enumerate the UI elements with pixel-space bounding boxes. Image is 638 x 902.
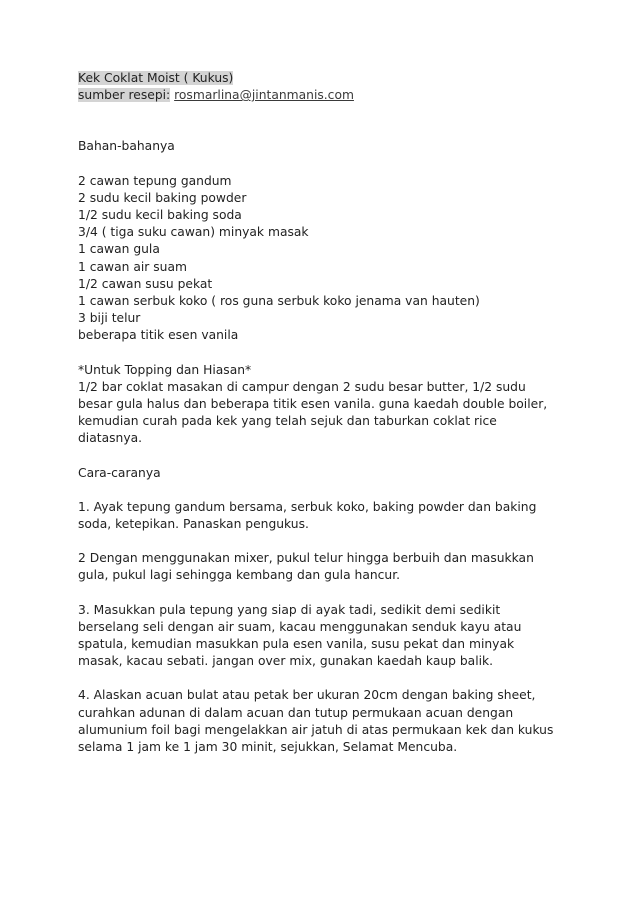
step-line: 2 Dengan menggunakan mixer, pukul telur hingga berbuih dan masukkan bbox=[78, 551, 534, 566]
step-line: berselang seli dengan air suam, kacau menggunakan senduk kayu atau bbox=[78, 619, 522, 634]
method-step-2 bbox=[78, 550, 578, 584]
ingredient-item: 3/4 ( tiga suku cawan) minyak masak bbox=[78, 225, 309, 240]
spacer bbox=[78, 533, 578, 550]
source-label: sumber resepi: bbox=[78, 88, 171, 103]
recipe-title-line bbox=[78, 70, 578, 87]
spacer bbox=[78, 448, 578, 465]
ingredient-item: 1/2 cawan susu pekat bbox=[78, 276, 213, 291]
step-line: selama 1 jam ke 1 jam 30 minit, sejukkan, Selamat Mencuba. bbox=[78, 740, 458, 755]
topping-line: kemudian curah pada kek yang telah sejuk dan taburkan coklat rice bbox=[78, 414, 497, 429]
topping-section bbox=[78, 362, 578, 448]
step-line: gula, pukul lagi sehingga kembang dan gula hancur. bbox=[78, 568, 401, 583]
spacer bbox=[78, 585, 578, 602]
source-link[interactable]: rosmarlina@jintanmanis.com bbox=[174, 88, 354, 103]
method-step-4 bbox=[78, 687, 578, 756]
step-line: spatula, kemudian masukkan pula esen vanila, susu pekat dan minyak bbox=[78, 637, 515, 652]
step-line: 3. Masukkan pula tepung yang siap di ayak tadi, sedikit demi sedikit bbox=[78, 602, 501, 617]
spacer bbox=[78, 482, 578, 499]
ingredients-heading: Bahan-bahanya bbox=[78, 139, 175, 154]
spacer bbox=[78, 104, 578, 121]
method-step-3 bbox=[78, 602, 578, 671]
spacer bbox=[78, 345, 578, 362]
step-line: soda, ketepikan. Panaskan pengukus. bbox=[78, 517, 309, 532]
step-line: alumunium foil bagi mengelakkan air jatuh di atas permukaan kek dan kukus bbox=[78, 722, 554, 737]
recipe-title: Kek Coklat Moist ( Kukus) bbox=[78, 71, 234, 85]
ingredient-item: 1 cawan air suam bbox=[78, 259, 187, 274]
topping-line: diatasnya. bbox=[78, 431, 143, 446]
step-line: 4. Alaskan acuan bulat atau petak ber ukuran 20cm dengan baking sheet, bbox=[78, 688, 536, 703]
topping-line: 1/2 bar coklat masakan di campur dengan 2 sudu besar butter, 1/2 sudu bbox=[78, 379, 526, 394]
method-heading: Cara-caranya bbox=[78, 465, 161, 480]
document-page bbox=[78, 70, 578, 756]
step-line: masak, kacau sebati. jangan over mix, gunakan kaedah kaup balik. bbox=[78, 654, 494, 669]
spacer bbox=[78, 121, 578, 138]
recipe-source-line bbox=[78, 87, 578, 104]
ingredients-list bbox=[78, 173, 578, 345]
topping-heading: *Untuk Topping dan Hiasan* bbox=[78, 362, 252, 377]
ingredient-item: 3 biji telur bbox=[78, 311, 141, 326]
step-line: curahkan adunan di dalam acuan dan tutup permukaan acuan dengan bbox=[78, 705, 514, 720]
ingredient-item: 1 cawan gula bbox=[78, 242, 160, 257]
topping-line: besar gula halus dan beberapa titik esen vanila. guna kaedah double boiler, bbox=[78, 397, 548, 412]
ingredient-item: 2 cawan tepung gandum bbox=[78, 173, 232, 188]
step-line: 1. Ayak tepung gandum bersama, serbuk koko, baking powder dan baking bbox=[78, 499, 537, 514]
method-step-1 bbox=[78, 499, 578, 533]
spacer bbox=[78, 156, 578, 173]
ingredient-item: beberapa titik esen vanila bbox=[78, 328, 239, 343]
spacer bbox=[78, 670, 578, 687]
ingredient-item: 2 sudu kecil baking powder bbox=[78, 190, 247, 205]
ingredient-item: 1 cawan serbuk koko ( ros guna serbuk koko jenama van hauten) bbox=[78, 294, 480, 309]
ingredient-item: 1/2 sudu kecil baking soda bbox=[78, 208, 242, 223]
